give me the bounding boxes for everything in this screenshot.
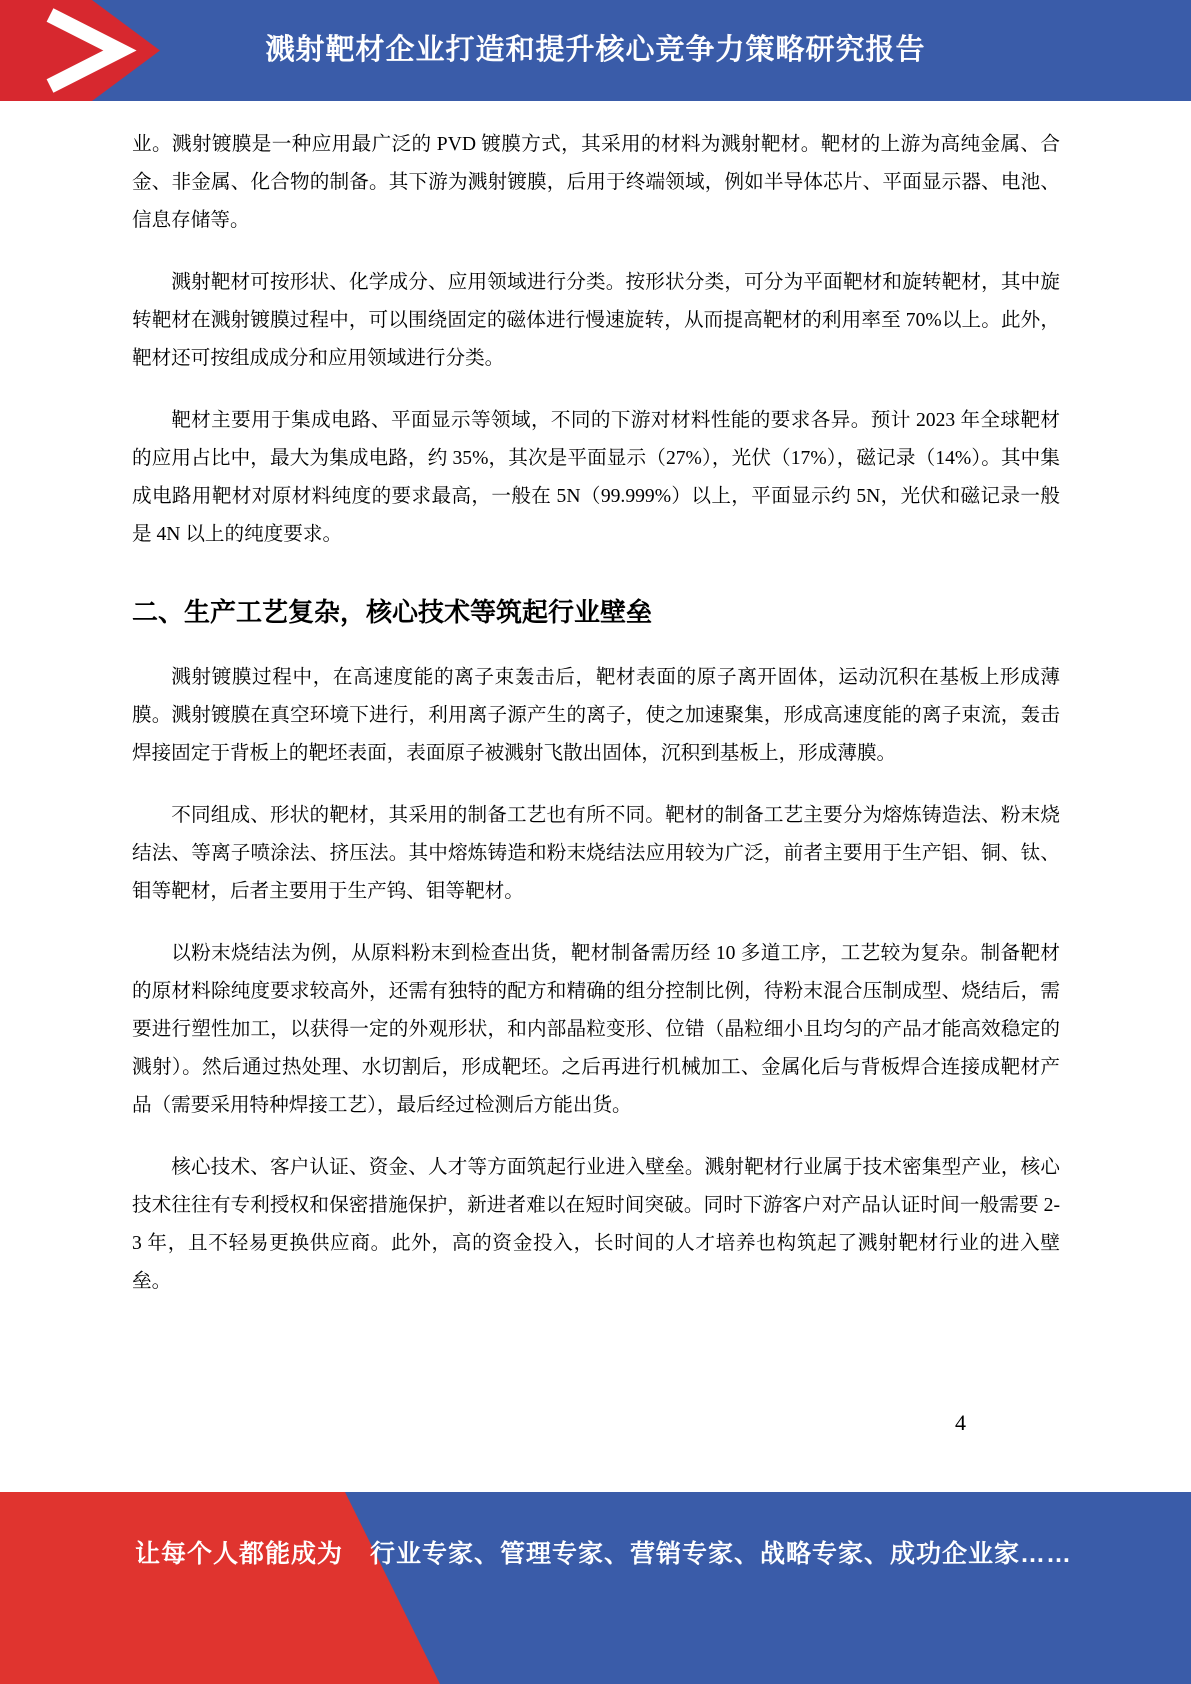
page-header	[0, 0, 1191, 101]
body-paragraph-3: 靶材主要用于集成电路、平面显示等领域，不同的下游对材料性能的要求各异。预计 2023 年全球靶材的应用占比中，最大为集成电路，约 35%，其次是平面显示（27%），光伏（17%），磁记录（14%）。其中集成电路用靶材对原材料纯度的要求最高，一般在 5N（99.999%）以上，平面显示约 5N，光伏和磁记录一般是 4N 以上的纯度要求。	[132, 410, 1060, 545]
body-paragraph-1: 业。溅射镀膜是一种应用最广泛的 PVD 镀膜方式，其采用的材料为溅射靶材。靶材的上游为高纯金属、合金、非金属、化合物的制备。其下游为溅射镀膜，后用于终端领域，例如半导体芯片、平面显示器、电池、信息存储等。	[132, 134, 1060, 231]
body-paragraph-6: 以粉末烧结法为例，从原料粉末到检查出货，靶材制备需历经 10 多道工序，工艺较为复杂。制备靶材的原材料除纯度要求较高外，还需有独特的配方和精确的组分控制比例，待粉末混合压制成型、烧结后，需要进行塑性加工，以获得一定的外观形状，和内部晶粒变形、位错（晶粒细小且均匀的产品才能高效稳定的溅射）。然后通过热处理、水切割后，形成靶坯。之后再进行机械加工、金属化后与背板焊合连接成靶材产品（需要采用特种焊接工艺），最后经过检测后方能出货。	[132, 943, 1060, 1116]
body-paragraph-5: 不同组成、形状的靶材，其采用的制备工艺也有所不同。靶材的制备工艺主要分为熔炼铸造法、粉末烧结法、等离子喷涂法、挤压法。其中熔炼铸造和粉末烧结法应用较为广泛，前者主要用于生产铝、铜、钛、钼等靶材，后者主要用于生产钨、钼等靶材。	[132, 805, 1060, 902]
footer-slogan-right: 行业专家、管理专家、营销专家、战略专家、成功企业家……	[370, 1540, 1073, 1568]
body-paragraph-2: 溅射靶材可按形状、化学成分、应用领域进行分类。按形状分类，可分为平面靶材和旋转靶材，其中旋转靶材在溅射镀膜过程中，可以围绕固定的磁体进行慢速旋转，从而提高靶材的利用率至 70%以上。此外，靶材还可按组成成分和应用领域进行分类。	[132, 272, 1060, 369]
footer-red-diagonal-shape	[0, 1492, 440, 1684]
body-paragraph-4: 溅射镀膜过程中，在高速度能的离子束轰击后，靶材表面的原子离开固体，运动沉积在基板上形成薄膜。溅射镀膜在真空环境下进行，利用离子源产生的离子，使之加速聚集，形成高速度能的离子束流，轰击焊接固定于背板上的靶坯表面，表面原子被溅射飞散出固体，沉积到基板上，形成薄膜。	[132, 667, 1060, 764]
page-footer	[0, 1492, 1191, 1684]
page-number: 4	[955, 1410, 966, 1435]
report-title: 溅射靶材企业打造和提升核心竞争力策略研究报告	[265, 34, 926, 66]
document-content	[132, 126, 1060, 1325]
chevron-right-banner-icon	[0, 0, 170, 101]
section-heading: 二、生产工艺复杂，核心技术等筑起行业壁垒	[132, 597, 653, 627]
body-paragraph-7: 核心技术、客户认证、资金、人才等方面筑起行业进入壁垒。溅射靶材行业属于技术密集型产业，核心技术往往有专利授权和保密措施保护，新进者难以在短时间突破。同时下游客户对产品认证时间一般需要 2-3 年，且不轻易更换供应商。此外，高的资金投入，长时间的人才培养也构筑起了溅射靶材行业的进入壁垒。	[132, 1157, 1060, 1292]
footer-slogan-left: 让每个人都能成为	[135, 1540, 344, 1568]
